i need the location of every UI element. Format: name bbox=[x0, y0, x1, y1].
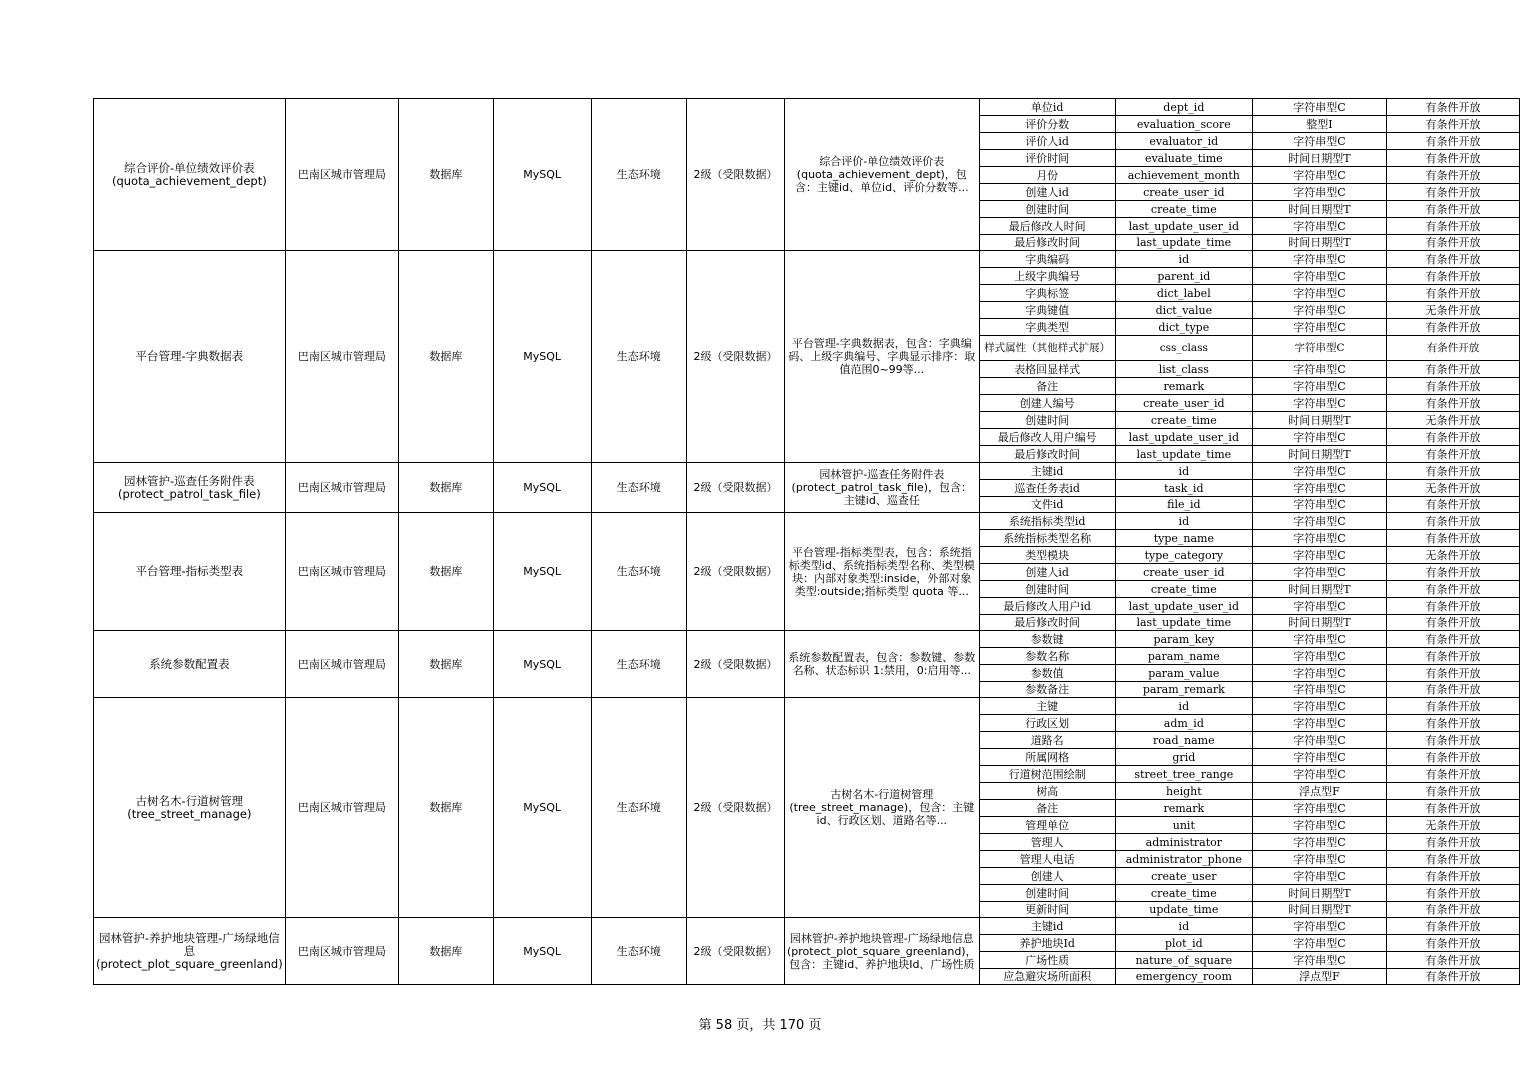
field-type-cell: 字符串型C bbox=[1252, 935, 1386, 952]
field-name-cell: 样式属性（其他样式扩展） bbox=[979, 336, 1115, 361]
open-condition-cell: 有条件开放 bbox=[1387, 513, 1520, 530]
table-name-cell: 平台管理-指标类型表 bbox=[94, 513, 286, 631]
open-condition-cell: 有条件开放 bbox=[1387, 218, 1520, 235]
field-code-cell: emergency_room bbox=[1115, 969, 1252, 985]
field-code-cell: dict_label bbox=[1115, 285, 1252, 302]
field-code-cell: create_time bbox=[1115, 201, 1252, 218]
field-code-cell: height bbox=[1115, 783, 1252, 800]
open-condition-cell: 有条件开放 bbox=[1387, 615, 1520, 631]
field-name-cell: 所属网格 bbox=[979, 749, 1115, 766]
field-name-cell: 道路名 bbox=[979, 732, 1115, 749]
field-name-cell: 创建时间 bbox=[979, 201, 1115, 218]
department-cell: 巴南区城市管理局 bbox=[285, 99, 398, 251]
field-code-cell: create_user_id bbox=[1115, 184, 1252, 201]
category-cell: 生态环境 bbox=[591, 631, 686, 698]
open-condition-cell: 有条件开放 bbox=[1387, 682, 1520, 698]
open-condition-cell: 有条件开放 bbox=[1387, 766, 1520, 783]
field-name-cell: 最后修改人用户编号 bbox=[979, 429, 1115, 446]
field-type-cell: 字符串型C bbox=[1252, 336, 1386, 361]
level-cell: 2级（受限数据） bbox=[687, 918, 785, 985]
level-cell: 2级（受限数据） bbox=[687, 698, 785, 918]
db-type-cell: MySQL bbox=[493, 513, 591, 631]
db-type-cell: MySQL bbox=[493, 99, 591, 251]
field-row bbox=[94, 918, 1520, 935]
field-type-cell: 时间日期型T bbox=[1252, 581, 1386, 598]
open-condition-cell: 有条件开放 bbox=[1387, 99, 1520, 116]
field-name-cell: 字典标签 bbox=[979, 285, 1115, 302]
field-name-cell: 管理人 bbox=[979, 834, 1115, 851]
field-code-cell: street_tree_range bbox=[1115, 766, 1252, 783]
field-code-cell: adm_id bbox=[1115, 715, 1252, 732]
field-code-cell: param_remark bbox=[1115, 682, 1252, 698]
department-cell: 巴南区城市管理局 bbox=[285, 631, 398, 698]
field-type-cell: 字符串型C bbox=[1252, 480, 1386, 497]
department-cell: 巴南区城市管理局 bbox=[285, 251, 398, 463]
open-condition-cell: 有条件开放 bbox=[1387, 851, 1520, 868]
field-name-cell: 主键id bbox=[979, 918, 1115, 935]
description-cell: 园林管护-巡查任务附件表(protect_patrol_task_file)，包含：主键id、巡查任 bbox=[785, 463, 980, 513]
open-condition-cell: 有条件开放 bbox=[1387, 698, 1520, 715]
field-code-cell: file_id bbox=[1115, 497, 1252, 513]
field-code-cell: evaluation_score bbox=[1115, 116, 1252, 133]
field-name-cell: 参数值 bbox=[979, 665, 1115, 682]
field-name-cell: 应急避灾场所面积 bbox=[979, 969, 1115, 985]
field-name-cell: 创建人编号 bbox=[979, 395, 1115, 412]
field-type-cell: 字符串型C bbox=[1252, 766, 1386, 783]
field-type-cell: 字符串型C bbox=[1252, 167, 1386, 184]
open-condition-cell: 有条件开放 bbox=[1387, 167, 1520, 184]
db-type-cell: MySQL bbox=[493, 463, 591, 513]
field-code-cell: last_update_time bbox=[1115, 446, 1252, 463]
level-cell: 2级（受限数据） bbox=[687, 99, 785, 251]
open-condition-cell: 有条件开放 bbox=[1387, 463, 1520, 480]
field-name-cell: 更新时间 bbox=[979, 902, 1115, 918]
resource-type-cell: 数据库 bbox=[399, 251, 494, 463]
description-cell: 古树名木-行道树管理(tree_street_manage)，包含：主键id、行政区划、道路名等... bbox=[785, 698, 980, 918]
table-name-cell: 系统参数配置表 bbox=[94, 631, 286, 698]
field-name-cell: 创建人id bbox=[979, 184, 1115, 201]
table-name-cell: 古树名木-行道树管理(tree_street_manage) bbox=[94, 698, 286, 918]
open-condition-cell: 有条件开放 bbox=[1387, 429, 1520, 446]
field-type-cell: 字符串型C bbox=[1252, 834, 1386, 851]
field-name-cell: 系统指标类型名称 bbox=[979, 530, 1115, 547]
open-condition-cell: 无条件开放 bbox=[1387, 302, 1520, 319]
field-name-cell: 文件id bbox=[979, 497, 1115, 513]
open-condition-cell: 有条件开放 bbox=[1387, 378, 1520, 395]
field-type-cell: 时间日期型T bbox=[1252, 615, 1386, 631]
field-code-cell: param_key bbox=[1115, 631, 1252, 648]
field-name-cell: 表格回显样式 bbox=[979, 361, 1115, 378]
field-type-cell: 字符串型C bbox=[1252, 952, 1386, 969]
field-name-cell: 主键 bbox=[979, 698, 1115, 715]
field-code-cell: id bbox=[1115, 463, 1252, 480]
field-code-cell: dict_type bbox=[1115, 319, 1252, 336]
field-name-cell: 行政区划 bbox=[979, 715, 1115, 732]
open-condition-cell: 有条件开放 bbox=[1387, 800, 1520, 817]
open-condition-cell: 有条件开放 bbox=[1387, 834, 1520, 851]
description-cell: 园林管护-养护地块管理-广场绿地信息(protect_plot_square_greenland)，包含：主键id、养护地块Id、广场性质 bbox=[785, 918, 980, 985]
level-cell: 2级（受限数据） bbox=[687, 513, 785, 631]
field-code-cell: css_class bbox=[1115, 336, 1252, 361]
page-footer: 第 58 页，共 170 页 bbox=[698, 1018, 822, 1033]
table-name-cell: 园林管护-巡查任务附件表(protect_patrol_task_file) bbox=[94, 463, 286, 513]
field-code-cell: type_category bbox=[1115, 547, 1252, 564]
field-name-cell: 创建人id bbox=[979, 564, 1115, 581]
open-condition-cell: 无条件开放 bbox=[1387, 547, 1520, 564]
field-code-cell: create_user bbox=[1115, 868, 1252, 885]
open-condition-cell: 有条件开放 bbox=[1387, 631, 1520, 648]
field-code-cell: last_update_user_id bbox=[1115, 598, 1252, 615]
field-name-cell: 创建人 bbox=[979, 868, 1115, 885]
table-name-cell: 综合评价-单位绩效评价表(quota_achievement_dept) bbox=[94, 99, 286, 251]
field-type-cell: 时间日期型T bbox=[1252, 150, 1386, 167]
field-code-cell: task_id bbox=[1115, 480, 1252, 497]
field-name-cell: 字典编码 bbox=[979, 251, 1115, 268]
field-type-cell: 字符串型C bbox=[1252, 133, 1386, 150]
description-cell: 系统参数配置表，包含：参数键、参数名称、状态标识 1:禁用，0:启用等... bbox=[785, 631, 980, 698]
field-name-cell: 树高 bbox=[979, 783, 1115, 800]
field-row bbox=[94, 698, 1520, 715]
open-condition-cell: 有条件开放 bbox=[1387, 783, 1520, 800]
field-code-cell: id bbox=[1115, 251, 1252, 268]
field-code-cell: param_name bbox=[1115, 648, 1252, 665]
field-type-cell: 浮点型F bbox=[1252, 783, 1386, 800]
field-code-cell: last_update_time bbox=[1115, 615, 1252, 631]
field-code-cell: achievement_month bbox=[1115, 167, 1252, 184]
open-condition-cell: 有条件开放 bbox=[1387, 395, 1520, 412]
category-cell: 生态环境 bbox=[591, 918, 686, 985]
field-code-cell: list_class bbox=[1115, 361, 1252, 378]
resource-type-cell: 数据库 bbox=[399, 918, 494, 985]
field-name-cell: 类型模块 bbox=[979, 547, 1115, 564]
category-cell: 生态环境 bbox=[591, 463, 686, 513]
field-code-cell: type_name bbox=[1115, 530, 1252, 547]
field-name-cell: 养护地块Id bbox=[979, 935, 1115, 952]
open-condition-cell: 有条件开放 bbox=[1387, 268, 1520, 285]
field-name-cell: 参数名称 bbox=[979, 648, 1115, 665]
db-type-cell: MySQL bbox=[493, 698, 591, 918]
field-name-cell: 管理单位 bbox=[979, 817, 1115, 834]
open-condition-cell: 有条件开放 bbox=[1387, 564, 1520, 581]
field-name-cell: 备注 bbox=[979, 378, 1115, 395]
field-type-cell: 字符串型C bbox=[1252, 732, 1386, 749]
open-condition-cell: 有条件开放 bbox=[1387, 902, 1520, 918]
open-condition-cell: 有条件开放 bbox=[1387, 530, 1520, 547]
open-condition-cell: 有条件开放 bbox=[1387, 251, 1520, 268]
description-cell: 综合评价-单位绩效评价表(quota_achievement_dept)，包含：主键id、单位id、评价分数等... bbox=[785, 99, 980, 251]
field-type-cell: 字符串型C bbox=[1252, 497, 1386, 513]
db-type-cell: MySQL bbox=[493, 918, 591, 985]
open-condition-cell: 有条件开放 bbox=[1387, 665, 1520, 682]
field-type-cell: 字符串型C bbox=[1252, 851, 1386, 868]
department-cell: 巴南区城市管理局 bbox=[285, 513, 398, 631]
field-type-cell: 字符串型C bbox=[1252, 564, 1386, 581]
field-code-cell: parent_id bbox=[1115, 268, 1252, 285]
field-type-cell: 字符串型C bbox=[1252, 378, 1386, 395]
field-type-cell: 字符串型C bbox=[1252, 800, 1386, 817]
field-code-cell: plot_id bbox=[1115, 935, 1252, 952]
resource-type-cell: 数据库 bbox=[399, 698, 494, 918]
field-code-cell: administrator bbox=[1115, 834, 1252, 851]
open-condition-cell: 有条件开放 bbox=[1387, 885, 1520, 902]
open-condition-cell: 有条件开放 bbox=[1387, 732, 1520, 749]
open-condition-cell: 有条件开放 bbox=[1387, 336, 1520, 361]
field-name-cell: 主键id bbox=[979, 463, 1115, 480]
field-name-cell: 评价分数 bbox=[979, 116, 1115, 133]
open-condition-cell: 有条件开放 bbox=[1387, 935, 1520, 952]
field-name-cell: 最后修改时间 bbox=[979, 446, 1115, 463]
field-type-cell: 时间日期型T bbox=[1252, 885, 1386, 902]
field-code-cell: id bbox=[1115, 918, 1252, 935]
field-name-cell: 字典键值 bbox=[979, 302, 1115, 319]
field-code-cell: update_time bbox=[1115, 902, 1252, 918]
field-row bbox=[94, 251, 1520, 268]
field-name-cell: 系统指标类型id bbox=[979, 513, 1115, 530]
resource-type-cell: 数据库 bbox=[399, 99, 494, 251]
category-cell: 生态环境 bbox=[591, 99, 686, 251]
field-code-cell: create_user_id bbox=[1115, 564, 1252, 581]
field-type-cell: 字符串型C bbox=[1252, 648, 1386, 665]
level-cell: 2级（受限数据） bbox=[687, 251, 785, 463]
field-name-cell: 字典类型 bbox=[979, 319, 1115, 336]
resource-type-cell: 数据库 bbox=[399, 463, 494, 513]
field-code-cell: id bbox=[1115, 698, 1252, 715]
field-type-cell: 字符串型C bbox=[1252, 268, 1386, 285]
field-type-cell: 字符串型C bbox=[1252, 251, 1386, 268]
field-type-cell: 字符串型C bbox=[1252, 395, 1386, 412]
department-cell: 巴南区城市管理局 bbox=[285, 463, 398, 513]
field-code-cell: road_name bbox=[1115, 732, 1252, 749]
category-cell: 生态环境 bbox=[591, 513, 686, 631]
open-condition-cell: 有条件开放 bbox=[1387, 969, 1520, 985]
field-code-cell: remark bbox=[1115, 800, 1252, 817]
field-code-cell: administrator_phone bbox=[1115, 851, 1252, 868]
field-name-cell: 上级字典编号 bbox=[979, 268, 1115, 285]
field-code-cell: grid bbox=[1115, 749, 1252, 766]
field-row bbox=[94, 99, 1520, 116]
field-type-cell: 字符串型C bbox=[1252, 530, 1386, 547]
open-condition-cell: 有条件开放 bbox=[1387, 184, 1520, 201]
field-name-cell: 参数键 bbox=[979, 631, 1115, 648]
open-condition-cell: 有条件开放 bbox=[1387, 581, 1520, 598]
field-code-cell: remark bbox=[1115, 378, 1252, 395]
field-name-cell: 创建时间 bbox=[979, 885, 1115, 902]
field-name-cell: 月份 bbox=[979, 167, 1115, 184]
open-condition-cell: 有条件开放 bbox=[1387, 497, 1520, 513]
table-name-cell: 园林管护-养护地块管理-广场绿地信息(protect_plot_square_greenland) bbox=[94, 918, 286, 985]
field-name-cell: 巡查任务表id bbox=[979, 480, 1115, 497]
field-type-cell: 字符串型C bbox=[1252, 598, 1386, 615]
field-type-cell: 字符串型C bbox=[1252, 184, 1386, 201]
field-name-cell: 最后修改人时间 bbox=[979, 218, 1115, 235]
level-cell: 2级（受限数据） bbox=[687, 631, 785, 698]
field-type-cell: 字符串型C bbox=[1252, 463, 1386, 480]
field-type-cell: 字符串型C bbox=[1252, 682, 1386, 698]
open-condition-cell: 无条件开放 bbox=[1387, 480, 1520, 497]
field-code-cell: evaluator_id bbox=[1115, 133, 1252, 150]
field-row bbox=[94, 513, 1520, 530]
field-code-cell: create_user_id bbox=[1115, 395, 1252, 412]
open-condition-cell: 有条件开放 bbox=[1387, 116, 1520, 133]
field-code-cell: last_update_user_id bbox=[1115, 218, 1252, 235]
field-type-cell: 字符串型C bbox=[1252, 749, 1386, 766]
field-type-cell: 字符串型C bbox=[1252, 631, 1386, 648]
field-name-cell: 最后修改时间 bbox=[979, 615, 1115, 631]
field-type-cell: 浮点型F bbox=[1252, 969, 1386, 985]
category-cell: 生态环境 bbox=[591, 251, 686, 463]
field-type-cell: 字符串型C bbox=[1252, 218, 1386, 235]
open-condition-cell: 有条件开放 bbox=[1387, 868, 1520, 885]
field-type-cell: 时间日期型T bbox=[1252, 902, 1386, 918]
open-condition-cell: 无条件开放 bbox=[1387, 817, 1520, 834]
field-name-cell: 广场性质 bbox=[979, 952, 1115, 969]
field-name-cell: 最后修改人用户id bbox=[979, 598, 1115, 615]
open-condition-cell: 有条件开放 bbox=[1387, 749, 1520, 766]
field-name-cell: 评价时间 bbox=[979, 150, 1115, 167]
category-cell: 生态环境 bbox=[591, 698, 686, 918]
db-type-cell: MySQL bbox=[493, 251, 591, 463]
field-name-cell: 最后修改时间 bbox=[979, 235, 1115, 251]
field-row bbox=[94, 631, 1520, 648]
field-code-cell: evaluate_time bbox=[1115, 150, 1252, 167]
table-name-cell: 平台管理-字典数据表 bbox=[94, 251, 286, 463]
open-condition-cell: 有条件开放 bbox=[1387, 715, 1520, 732]
field-type-cell: 字符串型C bbox=[1252, 817, 1386, 834]
field-code-cell: create_time bbox=[1115, 581, 1252, 598]
open-condition-cell: 有条件开放 bbox=[1387, 446, 1520, 463]
field-type-cell: 字符串型C bbox=[1252, 547, 1386, 564]
field-type-cell: 字符串型C bbox=[1252, 513, 1386, 530]
field-code-cell: create_time bbox=[1115, 885, 1252, 902]
field-name-cell: 管理人电话 bbox=[979, 851, 1115, 868]
open-condition-cell: 有条件开放 bbox=[1387, 598, 1520, 615]
level-cell: 2级（受限数据） bbox=[687, 463, 785, 513]
department-cell: 巴南区城市管理局 bbox=[285, 698, 398, 918]
field-code-cell: id bbox=[1115, 513, 1252, 530]
field-name-cell: 行道树范围绘制 bbox=[979, 766, 1115, 783]
field-code-cell: last_update_user_id bbox=[1115, 429, 1252, 446]
open-condition-cell: 有条件开放 bbox=[1387, 319, 1520, 336]
field-row bbox=[94, 463, 1520, 480]
field-code-cell: create_time bbox=[1115, 412, 1252, 429]
open-condition-cell: 有条件开放 bbox=[1387, 952, 1520, 969]
field-type-cell: 整型I bbox=[1252, 116, 1386, 133]
field-code-cell: nature_of_square bbox=[1115, 952, 1252, 969]
field-code-cell: dept_id bbox=[1115, 99, 1252, 116]
field-code-cell: last_update_time bbox=[1115, 235, 1252, 251]
field-type-cell: 字符串型C bbox=[1252, 285, 1386, 302]
open-condition-cell: 有条件开放 bbox=[1387, 235, 1520, 251]
field-code-cell: param_value bbox=[1115, 665, 1252, 682]
open-condition-cell: 有条件开放 bbox=[1387, 133, 1520, 150]
open-condition-cell: 无条件开放 bbox=[1387, 412, 1520, 429]
field-type-cell: 时间日期型T bbox=[1252, 446, 1386, 463]
field-type-cell: 字符串型C bbox=[1252, 665, 1386, 682]
description-cell: 平台管理-字典数据表，包含：字典编码、上级字典编号、字典显示排序：取值范围0~99等... bbox=[785, 251, 980, 463]
field-type-cell: 字符串型C bbox=[1252, 361, 1386, 378]
data-catalog-table bbox=[93, 98, 1520, 985]
field-code-cell: dict_value bbox=[1115, 302, 1252, 319]
open-condition-cell: 有条件开放 bbox=[1387, 150, 1520, 167]
resource-type-cell: 数据库 bbox=[399, 513, 494, 631]
field-type-cell: 字符串型C bbox=[1252, 429, 1386, 446]
db-type-cell: MySQL bbox=[493, 631, 591, 698]
field-code-cell: unit bbox=[1115, 817, 1252, 834]
field-name-cell: 评价人id bbox=[979, 133, 1115, 150]
field-type-cell: 字符串型C bbox=[1252, 715, 1386, 732]
open-condition-cell: 有条件开放 bbox=[1387, 361, 1520, 378]
open-condition-cell: 有条件开放 bbox=[1387, 918, 1520, 935]
description-cell: 平台管理-指标类型表，包含：系统指标类型id、系统指标类型名称、类型模块：内部对象类型:inside，外部对象类型:outside;指标类型 quota 等... bbox=[785, 513, 980, 631]
field-type-cell: 时间日期型T bbox=[1252, 235, 1386, 251]
open-condition-cell: 有条件开放 bbox=[1387, 201, 1520, 218]
field-name-cell: 参数备注 bbox=[979, 682, 1115, 698]
field-type-cell: 字符串型C bbox=[1252, 99, 1386, 116]
field-name-cell: 创建时间 bbox=[979, 581, 1115, 598]
field-type-cell: 字符串型C bbox=[1252, 319, 1386, 336]
field-type-cell: 字符串型C bbox=[1252, 302, 1386, 319]
field-type-cell: 字符串型C bbox=[1252, 698, 1386, 715]
field-type-cell: 字符串型C bbox=[1252, 868, 1386, 885]
open-condition-cell: 有条件开放 bbox=[1387, 285, 1520, 302]
field-type-cell: 时间日期型T bbox=[1252, 412, 1386, 429]
resource-type-cell: 数据库 bbox=[399, 631, 494, 698]
field-name-cell: 备注 bbox=[979, 800, 1115, 817]
data-catalog-sheet bbox=[93, 98, 1520, 985]
open-condition-cell: 有条件开放 bbox=[1387, 648, 1520, 665]
field-type-cell: 时间日期型T bbox=[1252, 201, 1386, 218]
field-name-cell: 单位id bbox=[979, 99, 1115, 116]
field-type-cell: 字符串型C bbox=[1252, 918, 1386, 935]
field-name-cell: 创建时间 bbox=[979, 412, 1115, 429]
department-cell: 巴南区城市管理局 bbox=[285, 918, 398, 985]
